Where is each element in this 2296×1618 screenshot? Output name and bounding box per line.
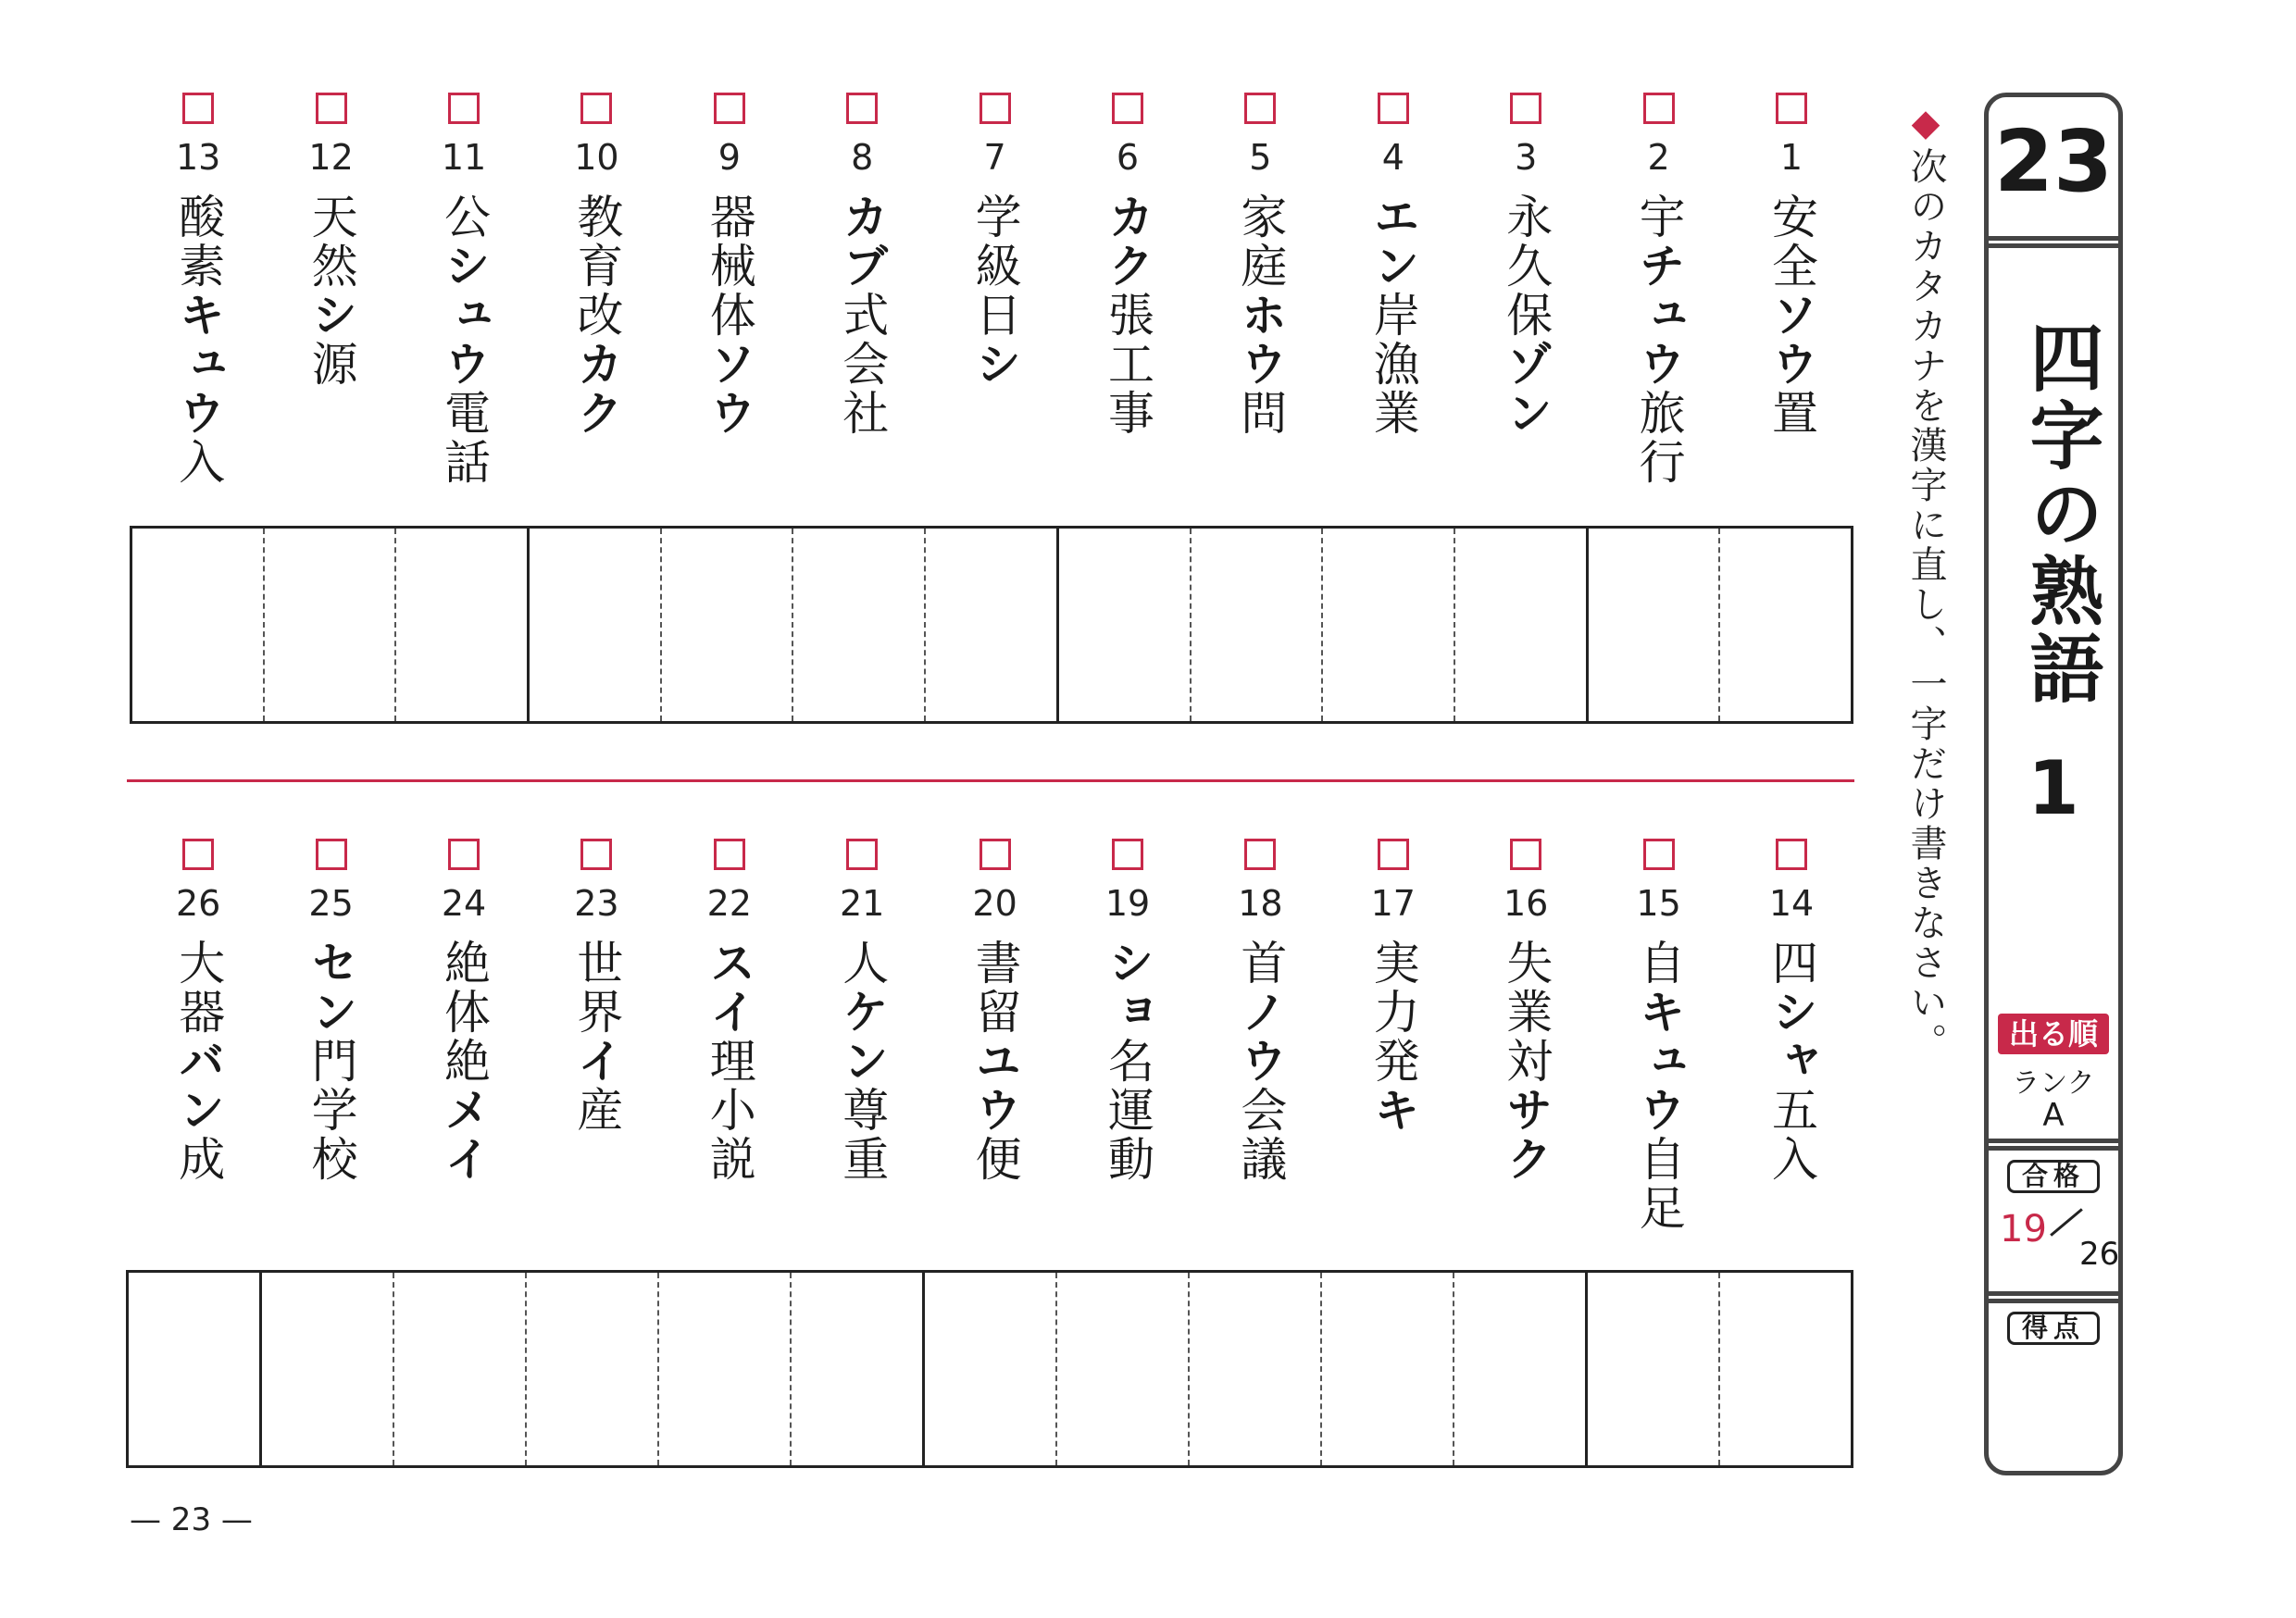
kanji-part: 大器 — [171, 939, 226, 1037]
kanji-part: 産 — [569, 1086, 624, 1135]
answer-cell[interactable] — [394, 529, 527, 721]
kanji-part: 世界 — [569, 939, 624, 1037]
kanji-part: 便 — [967, 1135, 1022, 1184]
katakana-part: エン — [1366, 193, 1420, 291]
kanji-part: 自 — [1631, 939, 1686, 988]
sidebar-divider — [1989, 1146, 2118, 1151]
question-item — [679, 839, 780, 1184]
question-number: 18 — [1238, 883, 1283, 924]
answer-cell[interactable] — [1320, 1273, 1453, 1465]
question-text — [1633, 939, 1685, 1233]
kanji-part: 絶体絶 — [437, 939, 491, 1086]
question-number: 20 — [972, 883, 1017, 924]
answer-cell[interactable] — [259, 1273, 393, 1465]
katakana-part: カク — [569, 340, 624, 438]
kanji-part: 置 — [1765, 389, 1818, 438]
question-number: 17 — [1370, 883, 1416, 924]
question-item — [413, 839, 515, 1184]
sidebar-divider — [1989, 1299, 2118, 1303]
checkbox[interactable] — [448, 839, 480, 870]
unit-title: 四字の熟語 — [2017, 319, 2103, 708]
kanji-part: 理小説 — [702, 1037, 756, 1184]
question-number: 12 — [308, 137, 354, 178]
question-text — [836, 939, 888, 1184]
question-text — [1102, 939, 1154, 1184]
question-text — [704, 939, 755, 1184]
answer-cell[interactable] — [657, 1273, 790, 1465]
checkbox[interactable] — [846, 839, 878, 870]
katakana-part: キュウ — [171, 291, 226, 438]
checkbox[interactable] — [1378, 93, 1409, 124]
instruction-text — [1900, 102, 1953, 1063]
kanji-part: 実力発 — [1366, 939, 1420, 1086]
kanji-part: 自足 — [1631, 1135, 1686, 1233]
question-item — [281, 839, 382, 1184]
katakana-part: スイ — [702, 939, 756, 1037]
answer-cell[interactable] — [792, 529, 924, 721]
checkbox[interactable] — [1378, 839, 1409, 870]
question-text — [1234, 193, 1286, 438]
question-number: 6 — [1116, 137, 1140, 178]
katakana-part: セン — [304, 939, 358, 1037]
question-number: 14 — [1768, 883, 1815, 924]
kanji-part: 書留 — [967, 939, 1022, 1037]
kanji-part: 人 — [835, 939, 890, 988]
sidebar-divider — [1989, 243, 2118, 248]
kanji-part: 入 — [171, 438, 226, 487]
kanji-part: 問 — [1233, 389, 1288, 438]
question-text — [1367, 939, 1419, 1135]
kanji-part: 教育改 — [569, 193, 624, 340]
question-item — [1077, 93, 1179, 438]
question-text — [172, 193, 224, 487]
question-text — [1367, 193, 1419, 438]
katakana-part: シュウ — [437, 242, 491, 389]
question-number: 7 — [983, 137, 1006, 178]
question-number: 23 — [574, 883, 619, 924]
question-text — [1766, 939, 1817, 1184]
question-text — [969, 939, 1021, 1184]
answer-cell[interactable] — [1454, 529, 1586, 721]
kanji-part: 会議 — [1233, 1086, 1288, 1184]
pass-label: 合格 — [2007, 1160, 2100, 1193]
answer-grid-bottom — [126, 1270, 1853, 1468]
katakana-part: ノウ — [1233, 988, 1288, 1086]
kanji-part: 永久保 — [1499, 193, 1554, 340]
checkbox[interactable] — [1776, 93, 1807, 124]
question-number: 25 — [308, 883, 354, 924]
question-number: 26 — [176, 883, 221, 924]
question-text — [1102, 193, 1154, 438]
question-text — [836, 193, 888, 438]
checkbox[interactable] — [316, 93, 347, 124]
question-text — [438, 939, 490, 1184]
question-text — [172, 939, 224, 1184]
question-item — [147, 839, 249, 1184]
kanji-part: 器械体 — [702, 193, 756, 340]
checkbox[interactable] — [448, 93, 480, 124]
question-text — [570, 193, 622, 438]
question-text — [438, 193, 490, 487]
question-text — [306, 939, 357, 1184]
question-text — [1633, 193, 1685, 487]
answer-cell[interactable] — [393, 1273, 525, 1465]
question-number: 15 — [1636, 883, 1681, 924]
katakana-part: イ — [569, 1037, 624, 1086]
question-item — [1608, 93, 1710, 487]
pass-score: 19 — [2000, 1208, 2047, 1251]
katakana-part: シャ — [1765, 988, 1818, 1086]
katakana-part: ソウ — [702, 340, 756, 438]
katakana-part: キ — [1366, 1086, 1420, 1135]
question-number: 4 — [1381, 137, 1404, 178]
question-item — [811, 839, 913, 1184]
checkbox[interactable] — [182, 839, 214, 870]
kanji-part: 首 — [1233, 939, 1288, 988]
answer-cell[interactable] — [1055, 1273, 1188, 1465]
answer-cell[interactable] — [1190, 529, 1322, 721]
unit-number: 23 — [1993, 112, 2114, 211]
question-item — [679, 93, 780, 438]
checkbox[interactable] — [182, 93, 214, 124]
question-item — [944, 93, 1046, 389]
checkbox[interactable] — [1112, 839, 1143, 870]
sidebar-divider — [1989, 1139, 2118, 1143]
checkbox[interactable] — [980, 839, 1011, 870]
kanji-part: 張工事 — [1101, 291, 1154, 438]
question-item — [1608, 839, 1710, 1233]
katakana-part: チュウ — [1631, 242, 1686, 389]
kanji-part: 旅行 — [1631, 389, 1686, 487]
kanji-part: 五入 — [1765, 1086, 1818, 1184]
checkbox[interactable] — [1244, 839, 1276, 870]
question-item — [147, 93, 249, 487]
katakana-part: ケン — [835, 988, 890, 1086]
katakana-part: ソウ — [1765, 291, 1818, 389]
fraction-slash — [2050, 1208, 2083, 1237]
kanji-part: 宇 — [1631, 193, 1686, 242]
katakana-part: キュウ — [1631, 988, 1686, 1135]
question-number: 1 — [1779, 137, 1803, 178]
checkbox[interactable] — [1776, 839, 1807, 870]
answer-cell[interactable] — [129, 1273, 259, 1465]
answer-cell[interactable] — [527, 529, 660, 721]
question-text — [1500, 939, 1552, 1184]
checkbox[interactable] — [1643, 93, 1675, 124]
checkbox[interactable] — [1510, 839, 1541, 870]
question-number: 3 — [1515, 137, 1538, 178]
question-item — [1741, 93, 1842, 438]
answer-cell[interactable] — [525, 1273, 657, 1465]
katakana-part: バン — [171, 1037, 226, 1135]
answer-cell[interactable] — [1321, 529, 1454, 721]
question-number: 11 — [441, 137, 487, 178]
rank-heading: 出る順 — [1998, 1014, 2109, 1054]
question-item — [1077, 839, 1179, 1184]
question-item — [545, 93, 647, 438]
answer-cell[interactable] — [263, 529, 395, 721]
question-item — [811, 93, 913, 438]
question-item — [1342, 93, 1444, 438]
instruction-label: 次のカタカナを漢字に直し、一字だけ書きなさい。 — [1904, 147, 1947, 1063]
katakana-part: シ — [304, 291, 358, 340]
question-item — [944, 839, 1046, 1184]
answer-cell[interactable] — [132, 529, 263, 721]
answer-cell[interactable] — [924, 529, 1056, 721]
answer-cell[interactable] — [1586, 529, 1719, 721]
answer-cell[interactable] — [1188, 1273, 1320, 1465]
question-item — [1741, 839, 1842, 1184]
katakana-part: ショ — [1101, 939, 1154, 1037]
score-label: 得点 — [2007, 1312, 2100, 1345]
checkbox[interactable] — [714, 93, 745, 124]
katakana-part: カク — [1101, 193, 1154, 291]
answer-cell[interactable] — [1718, 529, 1851, 721]
question-text — [1500, 193, 1552, 438]
kanji-part: 失業対 — [1499, 939, 1554, 1086]
checkbox[interactable] — [846, 93, 878, 124]
kanji-part: 式会社 — [835, 291, 890, 438]
kanji-part: 四 — [1765, 939, 1818, 988]
checkbox[interactable] — [580, 93, 612, 124]
question-item — [413, 93, 515, 487]
kanji-part: 名運動 — [1101, 1037, 1154, 1184]
rank-label: ランク — [2012, 1067, 2095, 1100]
answer-grid-top — [130, 526, 1853, 724]
katakana-part: カブ — [835, 193, 890, 291]
checkbox[interactable] — [1510, 93, 1541, 124]
kanji-part: 家庭 — [1233, 193, 1288, 291]
checkbox[interactable] — [1112, 93, 1143, 124]
question-number: 2 — [1647, 137, 1670, 178]
unit-title-number: 1 — [2028, 745, 2079, 831]
pass-total: 26 — [2079, 1236, 2120, 1273]
kanji-part: 学級日 — [967, 193, 1022, 340]
checkbox[interactable] — [316, 839, 347, 870]
kanji-part: 門学校 — [304, 1037, 358, 1184]
answer-cell[interactable] — [1056, 529, 1190, 721]
kanji-part: 天然 — [304, 193, 358, 291]
question-item — [545, 839, 647, 1135]
question-number: 10 — [574, 137, 619, 178]
question-text — [1766, 193, 1817, 438]
question-item — [281, 93, 382, 389]
rank-value: A — [2042, 1097, 2065, 1134]
sidebar-divider — [1989, 236, 2118, 241]
katakana-part: サク — [1499, 1086, 1554, 1184]
sidebar-divider — [1989, 1291, 2118, 1296]
question-number: 13 — [176, 137, 221, 178]
katakana-part: ゾン — [1499, 340, 1554, 438]
question-number: 5 — [1249, 137, 1272, 178]
answer-cell[interactable] — [1585, 1273, 1718, 1465]
question-item — [1475, 839, 1577, 1184]
question-number: 24 — [441, 883, 487, 924]
kanji-part: 尊重 — [835, 1086, 890, 1184]
unit-sidebar — [1984, 93, 2123, 1475]
kanji-part: 岸漁業 — [1366, 291, 1420, 438]
question-number: 16 — [1504, 883, 1549, 924]
question-number: 9 — [718, 137, 741, 178]
answer-cell[interactable] — [1718, 1273, 1851, 1465]
kanji-part: 電話 — [437, 389, 491, 487]
question-item — [1342, 839, 1444, 1135]
question-number: 19 — [1104, 883, 1151, 924]
question-item — [1209, 839, 1311, 1184]
answer-cell[interactable] — [922, 1273, 1055, 1465]
page-number: — 23 — — [130, 1501, 253, 1538]
kanji-part: 源 — [304, 340, 358, 389]
diamond-icon: ◆ — [1904, 102, 1947, 147]
question-text — [306, 193, 357, 389]
question-text — [570, 939, 622, 1135]
answer-cell[interactable] — [790, 1273, 922, 1465]
checkbox[interactable] — [980, 93, 1011, 124]
question-text — [704, 193, 755, 438]
section-divider — [127, 779, 1854, 782]
checkbox[interactable] — [580, 839, 612, 870]
katakana-part: ユウ — [967, 1037, 1022, 1135]
question-number: 21 — [840, 883, 885, 924]
answer-cell[interactable] — [1453, 1273, 1585, 1465]
checkbox[interactable] — [714, 839, 745, 870]
kanji-part: 酸素 — [171, 193, 226, 291]
question-text — [1234, 939, 1286, 1184]
checkbox[interactable] — [1643, 839, 1675, 870]
katakana-part: シ — [967, 340, 1022, 389]
question-item — [1209, 93, 1311, 438]
kanji-part: 公 — [437, 193, 491, 242]
katakana-part: メイ — [437, 1086, 491, 1184]
kanji-part: 安全 — [1765, 193, 1818, 291]
question-item — [1475, 93, 1577, 438]
question-number: 22 — [706, 883, 752, 924]
checkbox[interactable] — [1244, 93, 1276, 124]
kanji-part: 成 — [171, 1135, 226, 1184]
answer-cell[interactable] — [660, 529, 792, 721]
question-text — [969, 193, 1021, 389]
katakana-part: ホウ — [1233, 291, 1288, 389]
question-number: 8 — [851, 137, 874, 178]
